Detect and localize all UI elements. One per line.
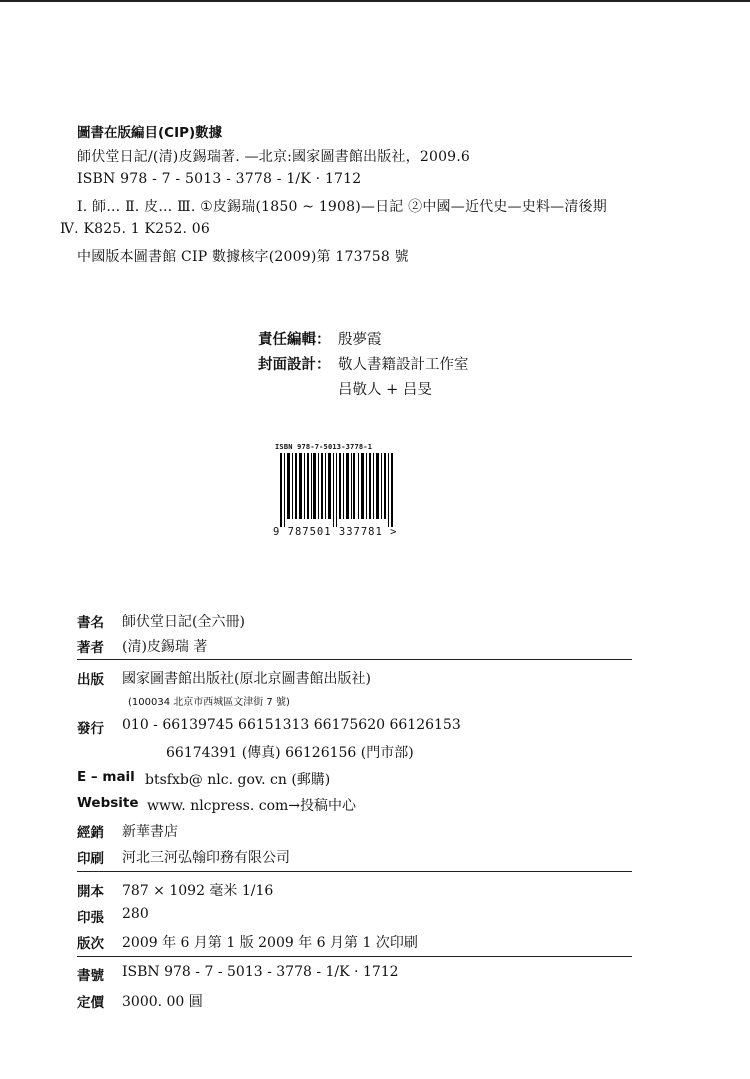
colophon-label-book-number: 書號 xyxy=(77,968,104,984)
colophon-value-book-number: ISBN 978 - 7 - 5013 - 3778 - 1/K · 1712 xyxy=(122,964,399,980)
barcode-digits: 9 787501 337781 > xyxy=(273,526,398,538)
colophon-value-price: 3000. 00 圓 xyxy=(122,994,203,1010)
colophon-label-sheets: 印張 xyxy=(77,910,104,926)
colophon-value-phones: 010 - 66139745 66151313 66175620 66126153 xyxy=(122,717,461,733)
colophon-label-printer: 印刷 xyxy=(77,851,104,867)
cip-title: 圖書在版編目(CIP)數據 xyxy=(77,125,223,141)
colophon-value-printer: 河北三河弘翰印務有限公司 xyxy=(122,850,290,866)
cip-line-cip-number: 中國版本圖書館 CIP 數據核字(2009)第 173758 號 xyxy=(77,249,409,265)
cover-design-label: 封面設計： xyxy=(258,357,331,373)
colophon-label-distribution: 發行 xyxy=(77,721,104,737)
colophon-value-address: (100034 北京市西城區文津街 7 號) xyxy=(128,697,290,708)
isbn-barcode xyxy=(280,453,400,527)
editor-name: 殷夢霞 xyxy=(338,332,382,348)
colophon-label-website: Website xyxy=(77,795,139,811)
cip-line-classification: Ⅳ. K825. 1 K252. 06 xyxy=(60,221,211,237)
colophon-value-sheets: 280 xyxy=(122,906,149,922)
colophon-label-email: E – mail xyxy=(77,769,135,785)
colophon-value-website: www. nlcpress. com→投稿中心 xyxy=(147,798,357,814)
colophon-label-format: 開本 xyxy=(77,884,104,900)
colophon-label-price: 定價 xyxy=(77,995,104,1011)
colophon-divider xyxy=(77,659,632,660)
colophon-label-author: 著者 xyxy=(77,640,104,656)
colophon-value-format: 787 × 1092 毫米 1/16 xyxy=(122,883,274,899)
barcode-isbn-label: ISBN 978-7-5013-3778-1 xyxy=(275,443,373,451)
cip-line-isbn: ISBN 978 - 7 - 5013 - 3778 - 1/K · 1712 xyxy=(77,171,362,187)
cover-designers: 吕敬人 + 吕旻 xyxy=(338,382,432,398)
top-border xyxy=(0,0,750,2)
colophon-value-fax: 66174391 (傳真) 66126156 (門市部) xyxy=(166,745,414,761)
colophon-value-author: (清)皮錫瑞 著 xyxy=(122,639,208,655)
colophon-value-publisher: 國家圖書館出版社(原北京圖書館出版社) xyxy=(122,671,371,687)
colophon-label-publisher: 出版 xyxy=(77,672,104,688)
cip-line-subjects: Ⅰ. 師… Ⅱ. 皮… Ⅲ. ①皮錫瑞(1850 ~ 1908)—日記 ②中國—近代史—史料—清後期 xyxy=(77,199,607,215)
colophon-value-email: btsfxb@ nlc. gov. cn (郵購) xyxy=(145,772,331,788)
colophon-divider xyxy=(77,956,632,957)
colophon-label-retailer: 經銷 xyxy=(77,825,104,841)
editor-label: 責任編輯： xyxy=(258,332,331,348)
cip-line-title: 師伏堂日記/(清)皮錫瑞著. —北京:國家圖書館出版社，2009.6 xyxy=(77,149,471,165)
colophon-label-title: 書名 xyxy=(77,615,104,631)
colophon-value-edition: 2009 年 6 月第 1 版 2009 年 6 月第 1 次印刷 xyxy=(122,935,418,951)
colophon-value-retailer: 新華書店 xyxy=(122,824,178,840)
colophon-divider xyxy=(77,871,632,872)
colophon-value-title: 師伏堂日記(全六冊) xyxy=(122,614,245,630)
colophon-label-edition: 版次 xyxy=(77,936,104,952)
cover-design-name: 敬人書籍設計工作室 xyxy=(338,357,469,373)
